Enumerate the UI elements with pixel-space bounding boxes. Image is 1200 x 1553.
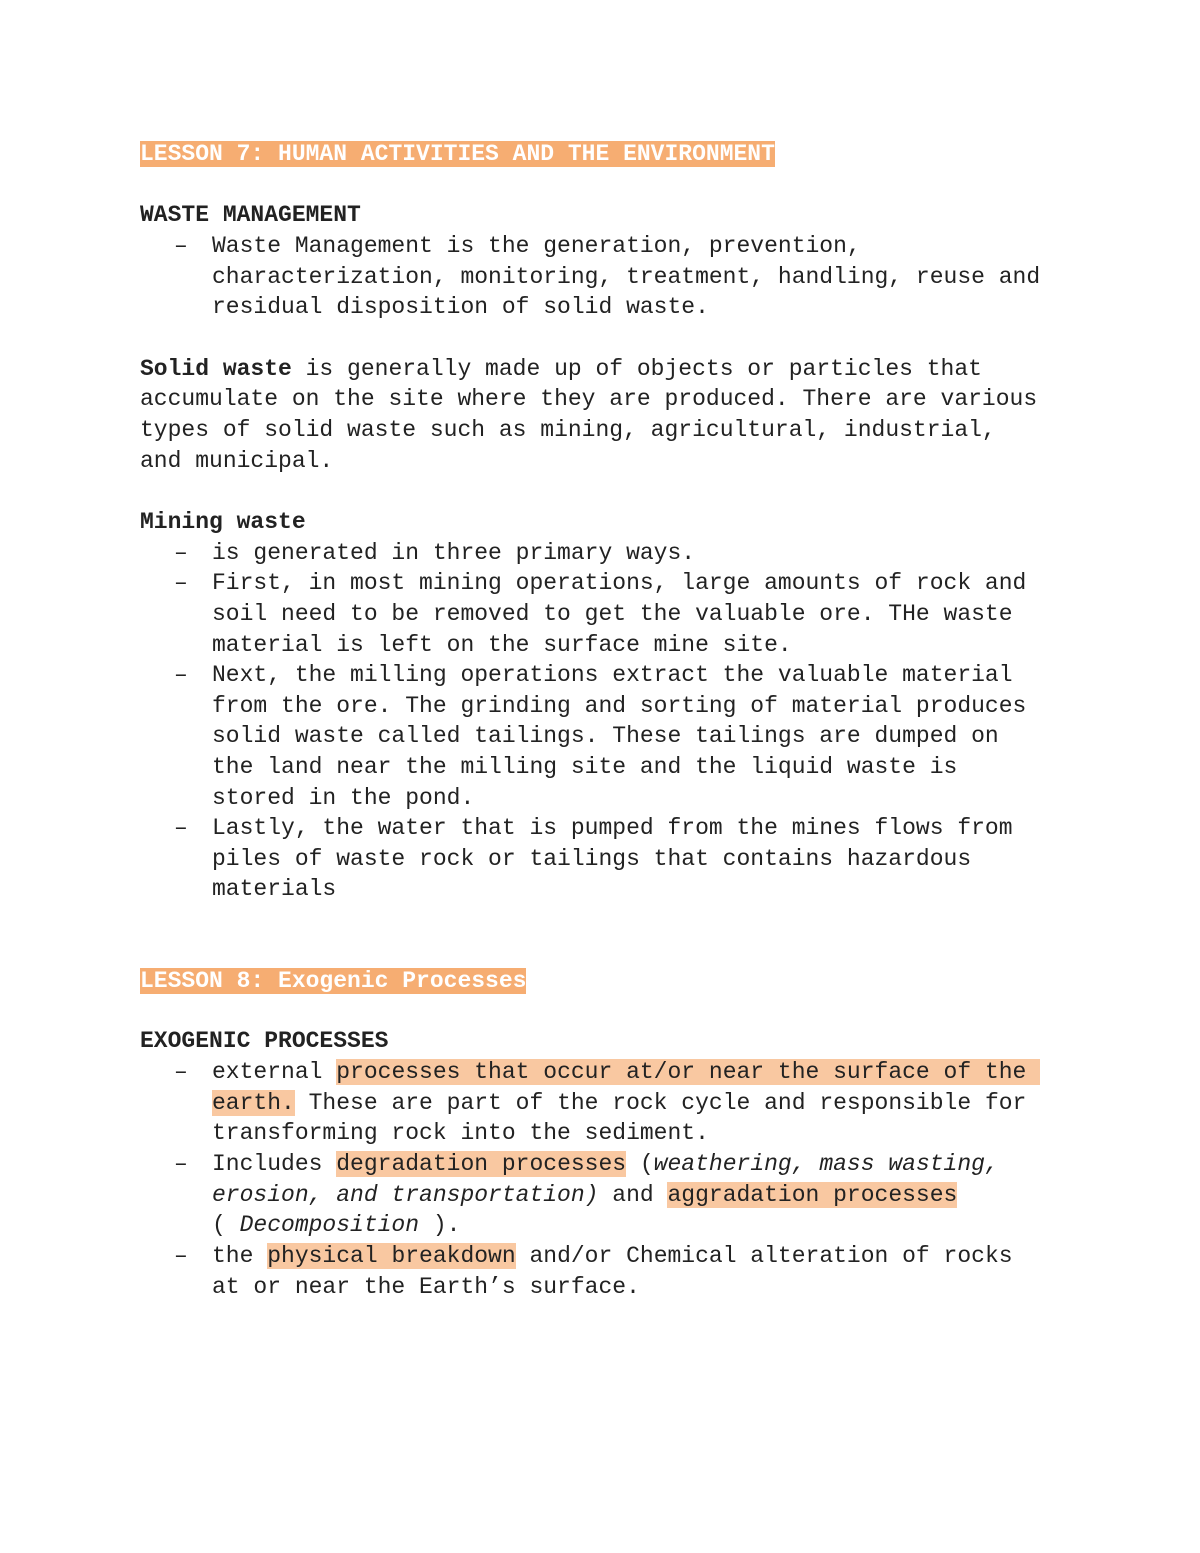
mining-bullet-3-line-4: the land near the milling site and the liquid waste is bbox=[212, 754, 958, 780]
lesson-8-title: LESSON 8: Exogenic Processes bbox=[140, 968, 527, 994]
mining-bullet-3-line-5: stored in the pond. bbox=[212, 785, 475, 811]
exogenic-processes-heading: EXOGENIC PROCESSES bbox=[140, 1028, 389, 1054]
bullet-dash: – bbox=[174, 570, 188, 596]
bullet-dash: – bbox=[174, 1059, 188, 1085]
exogenic-bullet-3-line-1: the physical breakdown and/or Chemical alteration of rocks bbox=[212, 1243, 1013, 1269]
waste-mgmt-line-2: characterization, monitoring, treatment, handling, reuse and bbox=[212, 264, 1041, 290]
highlight: degradation processes bbox=[336, 1151, 627, 1177]
bullet-dash: – bbox=[174, 662, 188, 688]
solid-waste-para-line-4: and municipal. bbox=[140, 448, 334, 474]
bullet-dash: – bbox=[174, 1243, 188, 1269]
waste-management-heading: WASTE MANAGEMENT bbox=[140, 202, 361, 228]
lesson-7-title: LESSON 7: HUMAN ACTIVITIES AND THE ENVIRONMENT bbox=[140, 141, 775, 167]
mining-bullet-2-line-3: material is left on the surface mine site. bbox=[212, 632, 792, 658]
highlight: processes that occur at/or near the surface of the bbox=[336, 1059, 1041, 1085]
exogenic-bullet-2-line-2: erosion, and transportation) and aggradation processes bbox=[212, 1182, 958, 1208]
mining-bullet-3-line-2: from the ore. The grinding and sorting of material produces bbox=[212, 693, 1027, 719]
highlight: aggradation processes bbox=[667, 1182, 958, 1208]
bullet-dash: – bbox=[174, 815, 188, 841]
mining-waste-heading: Mining waste bbox=[140, 509, 306, 535]
waste-mgmt-line-3: residual disposition of solid waste. bbox=[212, 294, 709, 320]
bullet-dash: – bbox=[174, 1151, 188, 1177]
highlight: physical breakdown bbox=[267, 1243, 516, 1269]
solid-waste-para-line-3: types of solid waste such as mining, agricultural, industrial, bbox=[140, 417, 996, 443]
solid-waste-para-line-1: Solid waste is generally made up of objects or particles that bbox=[140, 356, 982, 382]
solid-waste-term: Solid waste bbox=[140, 356, 292, 382]
highlight: earth. bbox=[212, 1090, 295, 1116]
exogenic-bullet-2-line-1: Includes degradation processes (weathering, mass wasting, bbox=[212, 1151, 999, 1177]
exogenic-bullet-1-line-1: external processes that occur at/or near the surface of the bbox=[212, 1059, 1041, 1085]
mining-bullet-3-line-1: Next, the milling operations extract the valuable material bbox=[212, 662, 1013, 688]
mining-bullet-1: is generated in three primary ways. bbox=[212, 540, 696, 566]
exogenic-bullet-3-line-2: at or near the Earth’s surface. bbox=[212, 1274, 640, 1300]
mining-bullet-4-line-3: materials bbox=[212, 876, 337, 902]
bullet-dash: – bbox=[174, 540, 188, 566]
exogenic-bullet-2-line-3: ( Decomposition ). bbox=[212, 1212, 461, 1238]
mining-bullet-4-line-1: Lastly, the water that is pumped from the mines flows from bbox=[212, 815, 1013, 841]
mining-bullet-2-line-2: soil need to be removed to get the valuable ore. THe waste bbox=[212, 601, 1013, 627]
mining-bullet-4-line-2: piles of waste rock or tailings that contains hazardous bbox=[212, 846, 972, 872]
exogenic-bullet-1-line-3: transforming rock into the sediment. bbox=[212, 1120, 709, 1146]
mining-bullet-3-line-3: solid waste called tailings. These tailings are dumped on bbox=[212, 723, 999, 749]
bullet-dash: – bbox=[174, 233, 188, 259]
waste-mgmt-line-1: Waste Management is the generation, prevention, bbox=[212, 233, 861, 259]
exogenic-bullet-1-line-2: earth. These are part of the rock cycle and responsible for bbox=[212, 1090, 1027, 1116]
solid-waste-para-line-2: accumulate on the site where they are produced. There are various bbox=[140, 386, 1038, 412]
mining-bullet-2-line-1: First, in most mining operations, large amounts of rock and bbox=[212, 570, 1027, 596]
